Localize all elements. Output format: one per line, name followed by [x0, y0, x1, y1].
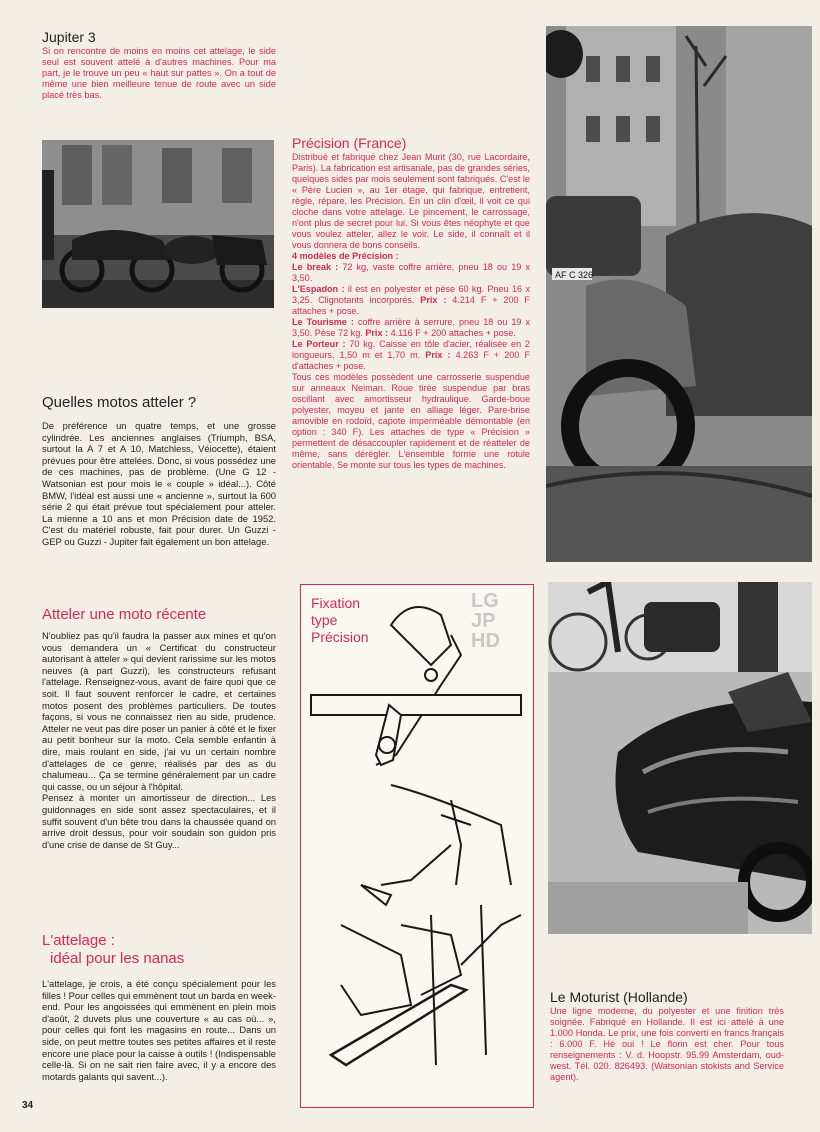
section-attelage [42, 932, 276, 1082]
jupiter-title: Jupiter 3 [42, 29, 96, 45]
attelage-title1: L'attelage : [42, 932, 115, 949]
watermark-hd: HD [471, 630, 500, 652]
model-break-text: 72 kg, vaste coffre arrière, pneu 18 ou 19 x 3,50. [292, 262, 530, 283]
model-porteur-price-label: Prix : [425, 350, 451, 360]
moturist-text: Une ligne moderne, du polyester et une finition très soignée. Fabriqué en Hollande. Il est ici attelé à une 1.000 Honda. Le prix, une fois converti en francs français : 6.000 F. Hé oui ! Le florin est cher. Pour tous renseignements : V. d. Hoopstr. 95.99 Amsterdam, oud-west. Tél. 020. 826493. (Watsonian stokists and Service agent). [550, 1006, 784, 1082]
model-tourisme-price-label: Prix : [365, 328, 389, 338]
attelage-text: L'attelage, je crois, a été conçu spécialement pour les filles ! Pour celles qui emmènent tout un barda en week-end. Pour les angoissées qui emmènent en plein mois d'août, 2 duvets plus une couverture « au cas où... », pour celles qui font les magasins en route... Dans un side, on peut mettre toutes ses petites affaires et il reste encore une place pour la caisse à outils ! (Indispensable celle-là. Si on ne sait rien faire avec, il y a encore des motards galants qui savent...). [42, 978, 276, 1082]
fixation-line1: Fixation [311, 595, 361, 611]
atteler-title: Atteler une moto récente [42, 606, 207, 623]
photo-moturist-sidecar [548, 582, 812, 934]
model-espadon-price: 4.214 F + 200 F attaches + pose. [292, 295, 530, 316]
photo-sidecar-street [546, 26, 812, 562]
watermark-jp: JP [471, 610, 496, 632]
precision-title: Précision (France) [292, 135, 407, 151]
model-break-name: Le break : [292, 262, 339, 272]
section-atteler [42, 606, 276, 850]
model-espadon-text: il est en polyester et pèse 60 kg. Pneu 16 x 3,25. Clignotants incorporés. [292, 284, 531, 305]
model-porteur-name: Le Porteur : [292, 339, 346, 349]
model-tourisme-name: Le Tourisme : [292, 317, 354, 327]
model-porteur-price: 4.263 F + 200 F d'attaches + pose. [292, 350, 531, 371]
section-jupiter [42, 28, 276, 101]
section-quelles-motos [42, 394, 276, 548]
page-number: 34 [22, 1100, 34, 1111]
jupiter-text: Si on rencontre de moins en moins cet attelage, le side seul est souvent attelé à d'autres machines. Pour ma part, je le trouve un peu « haut sur pattes ». On a tout de même une bien meilleure tenue de route avec un side placé très bas. [42, 46, 276, 100]
model-tourisme-text: coffre arrière à serrure, pneu 18 ou 19 x 3,50. Pèse 72 kg. [292, 317, 531, 338]
attelage-title2: idéal pour les nanas [50, 950, 185, 967]
model-espadon-name: L'Espadon : [292, 284, 345, 294]
model-tourisme-price: 4.116 F + 200 attaches + pose. [390, 328, 516, 338]
quelles-text: De préférence un quatre temps, et une grosse cylindrée. Les anciennes anglaises (Triumph, BSA, surtout la A 7 et A 10, Matchless, Véiocette), étaient prévues pour être attelées. Donc, si vous possédez une de ces machines, pas de problème. (Une G 12 - Watsonian est pour mois le « couple » idéal...). Côté BMW, l'idéal est aussi une « ancienne », surtout la 600 série 2 qui était prévue tout spécialement pour atteler. La mienne a 10 ans et mon Précision date de 1952. C'est du matériel robuste, fait pour durer. Un Guzzi - GEP ou Guzzi - Jupiter fait également un bon attelage. [42, 420, 276, 547]
fixation-diagram-box [300, 584, 534, 1108]
fixation-line2: type [311, 612, 338, 628]
fixation-drawing [301, 585, 533, 1107]
precision-models [292, 251, 530, 372]
precision-intro: Distribué et fabriqué chez Jean Murit (30, rue Lacordaire, Paris). La fabrication est artisanale, pas de grandes séries, quelques sides par mois seulement sont fabriqués. C'est le « Père Lucien », au 1er étage, qui fabrique, entretient, règle, répare, les Précision. En un clin d'œil, il voit ce qui cloche dans votre attelage. Le pincement, le carrossage, n'ont plus de secret pour lui. Si vous êtes néophyte et que vous voulez atteler, allez le voir. Le side, il connaît et il vous donnera de bons conseils. [292, 152, 530, 250]
quelles-title: Quelles motos atteler ? [42, 394, 197, 411]
atteler-text2: Pensez à monter un amortisseur de direction... Les guidonnages en side sont assez spectaculaires, et il suffit souvent d'un bête trou dans la chaussée quand on arrive droit dessus, pour voir soudain son guidon pris d'une crise de danse de St Guy... [42, 792, 276, 850]
moturist-title: Le Moturist (Hollande) [550, 989, 688, 1005]
license-plate: AF C 326 [555, 270, 594, 280]
section-precision [292, 134, 530, 471]
watermark-lg: LG [471, 590, 499, 612]
model-porteur-text: 70 kg. Caisse en tôle d'acier, réalisée en 2 longueurs, 1,50 m et 1,70 m. [292, 339, 530, 360]
photo-motorcycles [42, 140, 274, 308]
atteler-text1: N'oubliez pas qu'il faudra la passer aux mines et qu'on vous demandera un « Certificat du constructeur autorisant à atteler » qui devient rarissime sur les motos neuves (à part Guzzi), les constructeurs refusant l'attelage. Renseignez-vous, avant de faire quoi que ce soit. Il faut souvent renforcer le cadre, et certaines motos posent des problèmes particuliers. De toutes façons, si vous ne connaissez rien au side, prudence. Atteler ne veut pas dire poser un panier à côté et le fixer au petit bonheur sur la moto. Cela semble enfantin à dire, mais roulant en side, j'ai vu un certain nombre d'attelages de ce genre, réalisés par des as du chalumeau... Ça se termine généralement par un cadre qui casse, ou un séjour à l'hôpital. [42, 630, 276, 792]
fixation-line3: Précision [311, 629, 369, 645]
section-moturist [550, 988, 784, 1083]
model-espadon-price-label: Prix : [420, 295, 447, 305]
precision-outro: Tous ces modèles possèdent une carrosserie suspendue sur anneaux Neiman. Roue tirée suspendue par bras oscillant avec amortisseur hydraulique. Garde-boue polyester, moyeu et jante en alliage léger. Pare-brise amovible en rodoïd, capote imperméable démontable (en option : 340 F). Les attaches de type « Précision » permettent de désaccoupler rapidement et de réatteler de même, sans dérégler. L'ensemble forme une rotule orientable. Se monte sur tous les types de machines. [292, 372, 530, 470]
models-heading: 4 modèles de Précision : [292, 251, 399, 261]
